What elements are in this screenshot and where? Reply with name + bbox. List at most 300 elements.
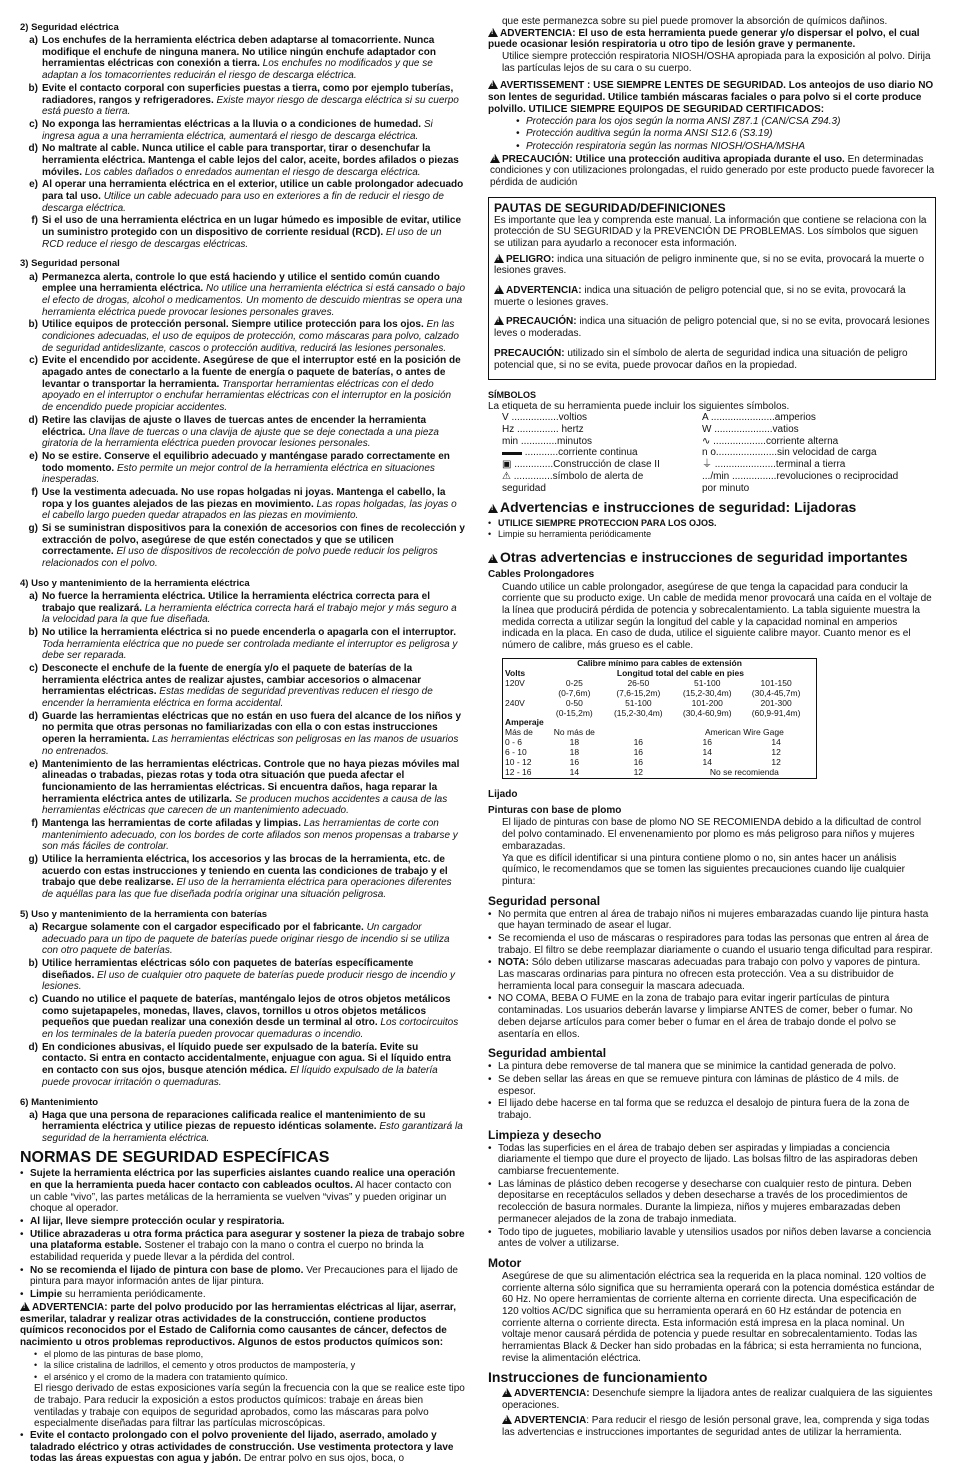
def-caution-property: PRECAUCIÓN: utilizado sin el símbolo de alerta de seguridad indica una situación de peligro potencial que, si no se evita, puede provocar daños en la propiedad.	[494, 347, 908, 371]
list-item	[488, 529, 936, 540]
item-italic: Un cargador adecuado para un tipo de paquete de baterías puede originar riesgo de incendio si se utiliza con otro paquete de baterías.	[42, 921, 450, 957]
list-item	[20, 759, 465, 817]
list-tool-use	[20, 591, 465, 901]
table-cell: 26-50	[627, 677, 650, 688]
cleanup-heading: Limpieza y desecho	[488, 1127, 602, 1142]
item-text	[42, 451, 465, 486]
item-bold: Si se suministran dispositivos para la conexión de accesorios con fines de recolección y extracción de polvo, asegúrese de que estén conectados y que se utilicen correctamente.	[42, 523, 465, 558]
bullet: •	[34, 1348, 38, 1359]
list-item	[20, 119, 465, 142]
personal-safety-heading: Seguridad personal	[488, 893, 601, 908]
item-text	[30, 1168, 465, 1215]
item-bold: Evite el encendido por accidente. Asegúrese de que el interruptor esté en la posición de apagado antes de conectarlo a la fuente de energía o paquete de baterías, o antes de levantar o transportar la herramienta.	[42, 355, 461, 390]
item-italic: El uso de la herramienta eléctrica para operaciones diferentes de aquéllas para las que fue diseñada podría originar una situación peligrosa.	[42, 877, 452, 901]
list-item	[20, 1265, 465, 1288]
cables-paragraph: Cuando utilice un cable prolongador, asegúrese de que tenga la capacidad para conducir la corriente que su producto exige. Un cable de medida menor provocará una caída en el voltaje de la línea que producirá pérdida de potencia y sobrecalentamiento. La tabla siguiente muestra la medida correcta a utilizar según la longitud del cable y la capacidad nominal en amperios indicada en la placa. En caso de duda, utilice el siguiente calibre mayor. Cuanto menor es el número de calibre, más grueso es el cable.	[502, 581, 932, 652]
table-row	[503, 728, 817, 738]
certified-equipment-list	[488, 116, 936, 153]
item-text	[30, 1289, 465, 1301]
item-bold: No exponga las herramientas eléctricas a la lluvia o a condiciones de humedad.	[42, 118, 422, 130]
item-text: Todo tipo de juguetes, mobiliario lavable y utensilios usados por niños deben lavarse a conciencia antes de volver a utilizarse.	[498, 1226, 932, 1250]
list-personal	[20, 272, 465, 570]
bullet: •	[516, 128, 520, 140]
item-text	[42, 487, 465, 522]
item-text: La pintura debe removerse de tal manera que se minimice la cantidad generada de polvo.	[498, 1061, 897, 1073]
item-rest: Al hacer contacto con un cable “vivo”, las partes metálicas de la herramienta se vuelven “vivas” y pueden originar un choque al operador.	[30, 1179, 452, 1215]
item-italic: Las ropas holgadas, las joyas o el cabello largo pueden quedar atrapados en las piezas en movimiento.	[42, 498, 457, 522]
list-item	[20, 854, 465, 901]
item-letter: b)	[28, 626, 38, 638]
list-item	[488, 933, 936, 956]
symbol-right: por minuto	[702, 482, 750, 494]
item-italic: No utilice una herramienta eléctrica si está cansado o bajo el efecto de drogas, alcohol o medicamentos. Un momento de descuido mientras se opera una herramienta eléctrica puede provocar lesiones personales graves.	[42, 283, 466, 318]
table-cell: (15,2-30,4m)	[613, 707, 663, 718]
item-rest: Sostener el trabajo con la mano o contra el cuerpo no brinda la estabilidad requerida y puede llevar a la pérdida del control.	[30, 1240, 424, 1264]
table-cell	[811, 709, 817, 719]
item-bold: No se recomienda el lijado de pintura con base de plomo.	[30, 1264, 304, 1276]
table-cell: 16	[702, 737, 712, 748]
continued-text: que este permanezca sobre su piel puede promover la absorción de químicos dañinos.	[502, 16, 888, 27]
list-item	[488, 518, 936, 529]
table-cell	[811, 679, 817, 689]
bullet: •	[488, 1073, 492, 1085]
list-item	[34, 1349, 465, 1360]
symbols-grid	[502, 412, 936, 494]
item-italic: Los cables dañados o enredados aumentan el riesgo de descarga eléctrica.	[84, 166, 421, 178]
table-row	[503, 738, 817, 748]
item-text	[42, 994, 465, 1041]
item-text	[42, 818, 465, 853]
definitions-box	[488, 197, 936, 381]
def-caution: !PRECAUCIÓN: indica una situación de peligro potencial que, si no se evita, provocará lesiones leves o moderadas.	[494, 316, 930, 339]
item-italic: Se producen muchos accidentes a causa de las herramientas eléctricas que carecen de un mantenimiento adecuado.	[42, 793, 448, 817]
item-text: el plomo de las pinturas de base plomo,	[44, 1348, 204, 1359]
symbol-right: A .......................amperios	[702, 412, 816, 424]
item-letter: a)	[29, 1109, 38, 1121]
warning-icon	[20, 1302, 30, 1311]
list-item	[20, 415, 465, 450]
symbol-right: W .....................vatios	[702, 424, 799, 436]
list-item	[20, 179, 465, 214]
item-text	[42, 759, 465, 817]
item-letter: e)	[29, 179, 38, 191]
item-bold: No se estire. Conserve el equilibrio adecuado y manténgase parado correctamente en todo momento.	[42, 450, 450, 474]
bullet: •	[488, 1226, 492, 1238]
symbol-right: ∿ ...................corriente alterna	[702, 435, 839, 447]
bullet: •	[488, 957, 492, 969]
item-letter: d)	[28, 1041, 38, 1053]
operation-warning-2: !ADVERTENCIA: Para reducir el riesgo de lesión personal grave, lea, comprenda y siga todas las advertencias e instrucciones importantes de seguridad antes de utilizar la herramienta.	[488, 1415, 936, 1438]
bullet: •	[34, 1371, 38, 1382]
item-italic: Transportar herramientas eléctricas con el dedo apoyado en el interruptor o enchufar herramientas eléctricas con el interruptor en la posición de encendido puede propiciar accidentes.	[42, 378, 452, 414]
item-italic: El líquido expulsado de la batería puede provocar irritación o quemaduras.	[42, 1065, 438, 1088]
table-cell: (60,9-91,4m)	[751, 707, 801, 718]
item-italic: Utilice un cable adecuado para uso en exteriores a fin de reducir el riesgo de descarga eléctrica.	[42, 191, 444, 214]
item-letter: b)	[28, 957, 38, 969]
item-text: Todas las superficies en el área de trabajo deben ser aspiradas y limpiadas a conciencia diariamente el tiempo que dure el proyecto de lijado. Las bolsas filtro de las aspiradoras deben cambiarse frecuentemente.	[498, 1142, 918, 1178]
bullet: •	[488, 1178, 492, 1190]
bullet: •	[516, 140, 520, 152]
table-row	[503, 748, 817, 758]
list-item	[488, 1143, 936, 1178]
operation-title: Instrucciones de funcionamiento	[488, 1369, 708, 1386]
list-maintenance	[20, 1110, 465, 1145]
motor-paragraph: Asegúrese de que su alimentación eléctrica sea la requerida en la placa nominal. 120 voltios de corriente alterna sólo significa que su herramienta operará con la potencia doméstica estándar de 60 Hz. No opere herramientas de corriente alterna en corriente directa. Una especificación de 120 voltios AC/DC significa que su herramienta operará en 60 Hz estándar de potencia en corriente alterna o corriente directa. Esta información está impresa en la placa nominal. Un voltaje menor causará pérdida de potencia y puede resultar en sobrecalentamiento. Todas las herramientas Black & Decker han sido probadas en la fábrica; si esta herramienta no funciona, revise la alimentación eléctrica.	[502, 1270, 935, 1364]
warning-icon	[494, 254, 504, 263]
item-bold: Mantenga las herramientas de corte afiladas y limpias.	[42, 817, 301, 829]
bullet: •	[488, 529, 492, 540]
item-letter: a)	[29, 35, 38, 47]
item-text: UTILICE SIEMPRE PROTECCION PARA LOS OJOS.	[498, 517, 717, 528]
list-item	[20, 1216, 465, 1228]
table-cell: No más de	[553, 727, 595, 738]
table-cell: (30,4-45,7m)	[751, 687, 801, 698]
item-text	[42, 1110, 465, 1145]
warning-dust: !ADVERTENCIA: El uso de esta herramienta puede generar y/o dispersar el polvo, el cual puede ocasionar lesión respiratoria u otro tipo de lesión grave y permanente. Utilice siempre protección respiratoria NIOSH/OSHA apropiada para la exposición al polvo. Dirija las partículas lejos de su cara o su cuerpo.	[488, 28, 936, 75]
item-text	[42, 143, 465, 178]
list-item	[20, 711, 465, 758]
table-cell	[811, 748, 817, 758]
item-letter: a)	[29, 590, 38, 602]
item-text	[42, 922, 465, 957]
table-cell: (0-7,6m)	[558, 687, 591, 698]
item-bold: Los enchufes de la herramienta eléctrica deben adaptarse al tomacorriente. Nunca modifique el enchufe de ninguna manera. No utilice ningún enchufe adaptador con herramientas eléctricas con conexión a tierra.	[42, 35, 436, 70]
item-bold: Limpie	[30, 1289, 63, 1301]
table-cell: 14	[771, 737, 781, 748]
section-battery-heading: 5) Uso y mantenimiento de la herramienta con baterías	[20, 908, 268, 920]
table-cell: 14	[702, 747, 712, 758]
cable-gauge-table	[502, 658, 817, 779]
item-text	[42, 627, 465, 662]
list-item	[20, 958, 465, 993]
list-item	[20, 272, 465, 319]
warning-california	[20, 1302, 465, 1349]
table-cell	[811, 699, 817, 709]
cleanup-list	[488, 1143, 936, 1250]
lead-paint-p1: El lijado de pinturas con base de plomo NO SE RECOMIENDA debido a la dificultad de control del polvo contaminado. El envenenamiento por plomo es más peligroso para niños y mujeres embarazadas.	[502, 817, 922, 852]
bullet: •	[488, 993, 492, 1005]
list-item	[488, 1074, 936, 1097]
bullet: •	[516, 115, 520, 127]
table-cell	[811, 738, 817, 748]
table-cell: 12	[771, 747, 781, 758]
table-cell: American Wire Gage	[704, 727, 784, 738]
bullet: •	[20, 1216, 24, 1228]
item-letter: b)	[28, 82, 38, 94]
list-item	[20, 1229, 465, 1264]
item-bold: Guarde las herramientas eléctricas que no están en uso fuera del alcance de los niños y no permita que otras personas no familiarizadas con ella o con estas instrucciones operen la herramienta.	[42, 710, 462, 746]
item-italic: Los enchufes no modificados y que se adaptan a los tomacorrientes reducirán el riesgo de descarga eléctrica.	[42, 58, 433, 82]
item-italic: Las herramientas eléctricas son peligrosas en las manos de usuarios no entrenados.	[42, 734, 459, 757]
list-item	[20, 487, 465, 522]
definitions-intro: Es importante que lea y comprenda este manual. La información que contiene se relaciona con la protección de SU SEGURIDAD y la PREVENCIÓN DE PROBLEMAS. Los símbolos que siguen se utilizan para ayudarlo a reconocer esta información.	[494, 214, 927, 250]
item-text	[42, 215, 465, 250]
item-text: Protección para los ojos según la norma ANSI Z87.1 (CAN/CSA Z94.3)	[526, 115, 841, 127]
list-item	[20, 994, 465, 1041]
operation-warning-1: !ADVERTENCIA: Desenchufe siempre la lijadora antes de realizar cualquiera de las siguientes operaciones.	[488, 1388, 936, 1411]
bullet: •	[488, 517, 492, 528]
warning-icon	[494, 316, 504, 325]
item-letter: d)	[28, 710, 38, 722]
list-item	[20, 591, 465, 626]
item-letter: c)	[29, 355, 38, 367]
symbols-intro: La etiqueta de su herramienta puede incluir los siguientes símbolos.	[488, 400, 790, 412]
item-italic: Si ingresa agua a una herramienta eléctrica, aumentará el riesgo de descarga eléctrica.	[42, 118, 433, 142]
table-cell: 14	[702, 757, 712, 768]
item-text: la sílice cristalina de ladrillos, el cemento y otros productos de mampostería, y	[44, 1360, 356, 1371]
warning-california-text: ADVERTENCIA: parte del polvo producido por las herramientas eléctricas al lijar, aserrar, esmerilar, taladrar y realizar otras actividades de la construcción, contiene productos químicos reconocidos por el Estado de California como causantes de cáncer, defectos de nacimiento u otros problemas reproductivos. Algunos de estos productos químicos son:	[20, 1301, 457, 1348]
table-row	[503, 768, 817, 778]
item-text	[42, 1042, 465, 1089]
table-cell: 16	[633, 757, 644, 768]
table-cell	[811, 758, 817, 768]
list-battery	[20, 922, 465, 1089]
list-item	[516, 128, 936, 140]
table-cell: 12	[633, 767, 644, 778]
item-bold: Sujete la herramienta eléctrica por las superficies aislantes cuando realice una operación en que la herramienta pueda hacer contacto con cableados ocultos.	[30, 1168, 456, 1191]
item-bold: Utilice herramientas eléctricas sólo con paquetes de baterías específicamente diseñados.	[42, 957, 414, 981]
cables-heading: Cables Prolongadores	[488, 569, 595, 581]
item-rest: su herramienta periódicamente.	[65, 1289, 206, 1301]
list-item	[20, 215, 465, 250]
item-text	[42, 415, 465, 450]
item-letter: e)	[29, 450, 38, 462]
sander-list	[488, 518, 936, 540]
item-rest: Ver Precauciones para el lijado de pintura para mayor información antes de lijar pintura.	[30, 1264, 458, 1288]
list-item	[516, 141, 936, 153]
item-letter: f)	[31, 486, 38, 498]
table-cell	[811, 689, 817, 699]
warning-icon	[502, 1415, 512, 1424]
bullet: •	[20, 1264, 24, 1276]
table-cell: 16	[569, 757, 580, 768]
item-text	[30, 1229, 465, 1264]
list-item	[20, 83, 465, 118]
env-safety-heading: Seguridad ambiental	[488, 1046, 607, 1061]
bullet: •	[20, 1228, 24, 1240]
bullet: •	[488, 933, 492, 945]
item-bold: Haga que una persona de reparaciones calificada realice el mantenimiento de su herramienta eléctrica y utilice piezas de repuesto idénticas solamente.	[42, 1109, 426, 1133]
warning-icon	[488, 80, 498, 89]
list-item	[488, 909, 936, 932]
table-row	[503, 709, 817, 719]
table-cell: 12	[771, 757, 781, 768]
item-letter: a)	[29, 271, 38, 283]
item-bold: Utilice abrazaderas u otra forma práctica para asegurar y sostener la pieza de trabajo sobre una plataforma estable.	[30, 1228, 465, 1252]
definitions-title: PAUTAS DE SEGURIDAD/DEFINICIONES	[494, 200, 726, 215]
table-cell: Calibre mínimo para cables de extensión	[577, 657, 742, 668]
item-letter: a)	[29, 921, 38, 933]
item-bold: Recargue solamente con el cargador especificado por el fabricante.	[42, 921, 364, 933]
table-cell: 16	[633, 747, 644, 758]
bullet: •	[34, 1360, 38, 1371]
item-bold: Al operar una herramienta eléctrica en el exterior, utilice un cable prolongador adecuado para tal uso.	[42, 179, 464, 203]
item-italic: En las condiciones adecuadas, el uso de equipos de protección, como máscaras para polvo, calzado de seguridad antideslizante, cascos o protección auditiva, reducirá las lesiones personales.	[42, 319, 459, 354]
symbol-right: n o......................sin velocidad de carga	[702, 447, 877, 459]
table-cell: 14	[569, 767, 580, 778]
symbol-left: seguridad	[502, 482, 546, 494]
item-bold: Al lijar, lleve siempre protección ocular y respiratoria.	[30, 1216, 285, 1228]
item-letter: g)	[28, 523, 38, 535]
dust-contact-item: • Evite el contacto prolongado con el polvo proveniente del lijado, aserrado, amolado y taladrado eléctrico y otras actividades de construcción. Use vestimenta protectora y lave todas las áreas expuestas con agua y jabón. De entrar polvo en sus ojos, boca, o	[20, 1429, 454, 1465]
item-text: Limpie su herramienta periódicamente	[498, 529, 652, 540]
table-cell: (15,2-30,4m)	[682, 687, 732, 698]
warning-glasses: !AVERTISSEMENT : USE SIEMPRE LENTES DE SEGURIDAD. Los anteojos de uso diario NO son lentes de seguridad. Utilice también máscaras faciales o para polvo si el corte produce polvillo. UTILICE SIEMPRE EQUIPOS DE SEGURIDAD CERTIFICADOS:	[488, 80, 936, 115]
item-letter: e)	[29, 758, 38, 770]
table-cell: Más de	[505, 727, 533, 738]
item-text: NO COMA, BEBA O FUME en la zona de trabajo para evitar ingerir partículas de pintura contaminadas. Los usuarios deberán lavarse y limpiarse ANTES de comer, beber o fumar. No deben dejarse artículos para comer beber o fumar en el área de trabajo donde el polvo se asentaría en ellos.	[498, 993, 913, 1040]
list-item	[20, 355, 465, 413]
item-text: No permita que entren al área de trabajo niños ni mujeres embarazadas cuando lije pintura hasta que hayan terminado de asear el lugar.	[498, 908, 929, 932]
item-text: Se deben sellar las áreas en que se remueve pintura con láminas de plástico de 4 mils. de espesor.	[498, 1073, 899, 1097]
table-cell: 18	[569, 737, 580, 748]
caution-hearing: !PRECAUCIÓN: Utilice una protección auditiva apropiada durante el uso. En determinadas condiciones y con utilizaciones prolongadas, el ruido generado por este producto puede favorecer la pérdida de audición	[490, 154, 936, 189]
item-text: el arsénico y el cromo de la madera con tratamiento químico.	[44, 1371, 288, 1382]
item-letter: f)	[31, 215, 38, 227]
symbol-right: .../min ................revoluciones o reciprocidad	[702, 470, 899, 482]
table-cell: (7,6-15,2m)	[616, 687, 661, 698]
env-safety-list	[488, 1061, 936, 1121]
table-cell: 12 - 16	[505, 767, 532, 778]
table-cell: Longitud total del cable en pies	[616, 667, 744, 678]
table-cell: (30,4-60,9m)	[682, 707, 732, 718]
exposure-paragraph: El riesgo derivado de estas exposiciones varía según la frecuencia con la que se realice este tipo de trabajo. Para reducir la exposición a estos productos químicos: trabaje en áreas bien ventiladas y trabaje con equipos de seguridad aprobados, como las máscaras para polvo especialmente diseñadas para filtrar las partículas microscópicas.	[34, 1383, 465, 1430]
left-column	[20, 16, 465, 1466]
item-text	[42, 83, 465, 118]
item-text: Protección respiratoria según las normas NIOSH/OSHA/MSHA	[526, 140, 805, 152]
item-bold: No utilice la herramienta eléctrica si no puede encenderla o apagarla con el interruptor.	[42, 626, 457, 638]
list-item	[488, 1227, 936, 1250]
warning-icon	[488, 554, 498, 563]
symbol-left: min .............minutos	[502, 435, 593, 447]
item-text	[42, 523, 465, 570]
chemicals-list	[20, 1349, 465, 1383]
item-text	[42, 355, 465, 413]
item-letter: d)	[28, 143, 38, 155]
table-cell: 0-25	[565, 677, 583, 688]
section-electrical-heading: 2) Seguridad eléctrica	[20, 22, 119, 33]
item-italic: Esto permite un mejor control de la herramienta eléctrica en situaciones inesperadas.	[42, 462, 435, 486]
item-text: Protección auditiva según la norma ANSI S12.6 (S3.19)	[526, 128, 773, 140]
table-cell: (0-15,2m)	[555, 707, 593, 718]
symbol-left: ▣ ..............Construcción de clase II	[502, 459, 660, 471]
item-text	[30, 1216, 465, 1228]
list-item	[516, 116, 936, 128]
list-item	[20, 523, 465, 570]
table-cell: 201-300	[760, 697, 792, 708]
symbol-right: ⏚ ......................terminal a tierra	[702, 459, 846, 471]
item-bold: En condiciones abusivas, el líquido puede ser expulsado de la batería. Evite su contacto. Si entra en contacto accidentalmente, enjuague con agua. Si el líquido entra en contacto con sus ojos, busque atención médica.	[42, 1041, 451, 1077]
list-item	[488, 1098, 936, 1121]
item-bold: NOTA:	[498, 957, 529, 969]
def-warning: !ADVERTENCIA: indica una situación de peligro potencial que, si no se evita, provocará la muerte o lesiones graves.	[494, 285, 930, 308]
item-italic: Las herramientas de corte con mantenimiento adecuado, con los bordes de corte afilados son menos propensas a trabarse y son más fáciles de controlar.	[42, 817, 458, 853]
item-italic: Existe mayor riesgo de descarga eléctrica si su cuerpo está puesto a tierra.	[42, 94, 459, 118]
item-bold: Evite el contacto corporal con superficies puestas a tierra, como por ejemplo tuberías, radiadores, rangos y refrigeradores.	[42, 82, 454, 106]
item-italic: Toda herramienta eléctrica que no puede ser controlada mediante el interruptor es peligrosa y debe ser reparada.	[42, 638, 458, 662]
item-bold: No maltrate al cable. Nunca utilice el cable para transportar, tirar o desenchufar la herramienta eléctrica. Mantenga el cable lejos del calor, aceite, bordes afilados o piezas móviles.	[42, 143, 459, 178]
item-bold: Permanezca alerta, controle lo que está haciendo y utilice el sentido común cuando emplee una herramienta eléctrica.	[42, 271, 440, 295]
table-cell: 16	[633, 737, 644, 748]
list-electrical	[20, 35, 465, 250]
item-rest: Sólo deben utilizarse mascaras adecuadas para trabajo con polvo y vapores de pintura. Las mascaras ordinarias para pintura no ofrecen esta protección. Vea a su distribuidor de herramienta local para conseguir la mascara adecuada.	[498, 957, 921, 992]
table-cell: 240V	[505, 697, 525, 708]
item-italic: Estas medidas de seguridad preventivas reducen el riesgo de encender la herramienta eléctrica en forma accidental.	[42, 686, 433, 710]
table-cell: Amperaje	[505, 717, 544, 728]
item-text	[42, 319, 465, 354]
table-cell: 120V	[505, 677, 525, 688]
table-cell: 101-150	[760, 677, 792, 688]
table-cell: 0 - 6	[505, 737, 523, 748]
item-letter: c)	[29, 994, 38, 1005]
list-item	[488, 957, 936, 992]
item-italic: Esto garantizará la seguridad de la herramienta eléctrica.	[42, 1121, 463, 1144]
item-text	[42, 591, 465, 626]
symbol-left: ▬▬ ............corriente continua	[502, 447, 638, 459]
item-letter: c)	[29, 663, 38, 675]
item-italic: Los cortocircuitos en los terminales de la batería pueden provocar quemaduras o incendio.	[42, 1017, 459, 1041]
item-text	[42, 854, 465, 901]
item-italic: La herramienta eléctrica correcta hará el trabajo mejor y más seguro a la velocidad para la que fue diseñada.	[42, 602, 457, 626]
item-italic: El uso de cualquier otro paquete de baterías puede producir riesgo de incendio y lesiones.	[42, 969, 456, 993]
item-text	[30, 1265, 465, 1288]
def-danger: !PELIGRO: indica una situación de peligro inminente que, si no se evita, provocará la muerte o lesiones graves.	[494, 254, 930, 277]
table-cell: 101-200	[691, 697, 723, 708]
item-text	[42, 958, 465, 993]
list-item	[20, 1168, 465, 1215]
table-cell: 51-100	[693, 677, 721, 688]
bullet: •	[20, 1289, 24, 1301]
item-text	[42, 272, 465, 319]
list-item	[20, 627, 465, 662]
item-italic: Una llave de tuercas o una clavija de ajuste que se deje conectada a una pieza giratoria de la herramienta eléctrica pueden provocar lesiones personales.	[42, 426, 439, 450]
list-item	[20, 1042, 465, 1089]
symbol-left: ⚠ ..............símbolo de alerta de	[502, 470, 644, 482]
bullet: •	[20, 1168, 24, 1180]
lead-paint-p2: Ya que es difícil identificar si una pintura contiene plomo o no, sin antes hacer un análisis químico, le recomendamos que se tomen las siguientes precauciones cuando lije cualquier pintura:	[502, 852, 906, 887]
section-tool-use-heading: 4) Uso y mantenimiento de la herramienta eléctrica	[20, 577, 250, 589]
list-item	[488, 1061, 936, 1073]
list-item	[20, 922, 465, 957]
item-text	[42, 711, 465, 758]
item-text	[42, 119, 465, 142]
symbols-title: SÍMBOLOS	[488, 390, 537, 401]
item-bold: Cuando no utilice el paquete de baterías, manténgalo lejos de otros objetos metálicos como sujetapapeles, monedas, llaves, clavos, tornillos u otros objetos metálicos pequeños que puedan realizar una conexión desde un terminal al otro.	[42, 994, 451, 1029]
item-text	[498, 957, 936, 992]
list-item	[20, 818, 465, 853]
sander-title: !Advertencias e instrucciones de seguridad: Lijadoras	[488, 500, 936, 515]
table-cell: No se recomienda	[709, 767, 779, 778]
item-bold: Mantenimiento de las herramientas eléctricas. Controle que no haya piezas móviles mal alineadas o trabadas, piezas rotas y toda otra situación que pueda afectar el funcionamiento de las herramientas eléctricas. Si encuentra daños, haga reparar la herramienta eléctrica antes de utilizarla.	[42, 758, 460, 805]
warning-icon	[502, 1388, 512, 1397]
other-warnings-title: !Otras advertencias e instrucciones de seguridad importantes	[488, 550, 936, 565]
table-cell: 10 - 12	[505, 757, 532, 768]
warning-icon	[490, 154, 500, 163]
list-item	[20, 319, 465, 354]
table-cell: 18	[569, 747, 580, 758]
item-letter: g)	[28, 854, 38, 866]
normas-title: NORMAS DE SEGURIDAD ESPECÍFICAS	[20, 1148, 330, 1166]
right-column	[488, 16, 936, 1439]
table-cell: Volts	[505, 667, 526, 678]
item-text: Se recomienda el uso de máscaras o respiradores para todas las personas que entren al área de trabajo. El filtro se debe reemplazar diariamente o cuando el usuario tenga dificultad para respirar.	[498, 933, 933, 956]
bullet: •	[488, 1061, 492, 1073]
item-bold: Retire las clavijas de ajuste o llaves de tuercas antes de encender la herramienta eléctrica.	[42, 414, 427, 438]
list-item	[488, 993, 936, 1040]
personal-safety-list	[488, 909, 936, 1041]
item-bold: Utilice equipos de protección personal. Siempre utilice protección para los ojos.	[42, 319, 424, 331]
item-bold: Desconecte el enchufe de la fuente de energía y/o el paquete de baterías de la herramienta eléctrica antes de realizar ajustes, cambiar accesorios o almacenar herramientas eléctricas.	[42, 663, 422, 698]
